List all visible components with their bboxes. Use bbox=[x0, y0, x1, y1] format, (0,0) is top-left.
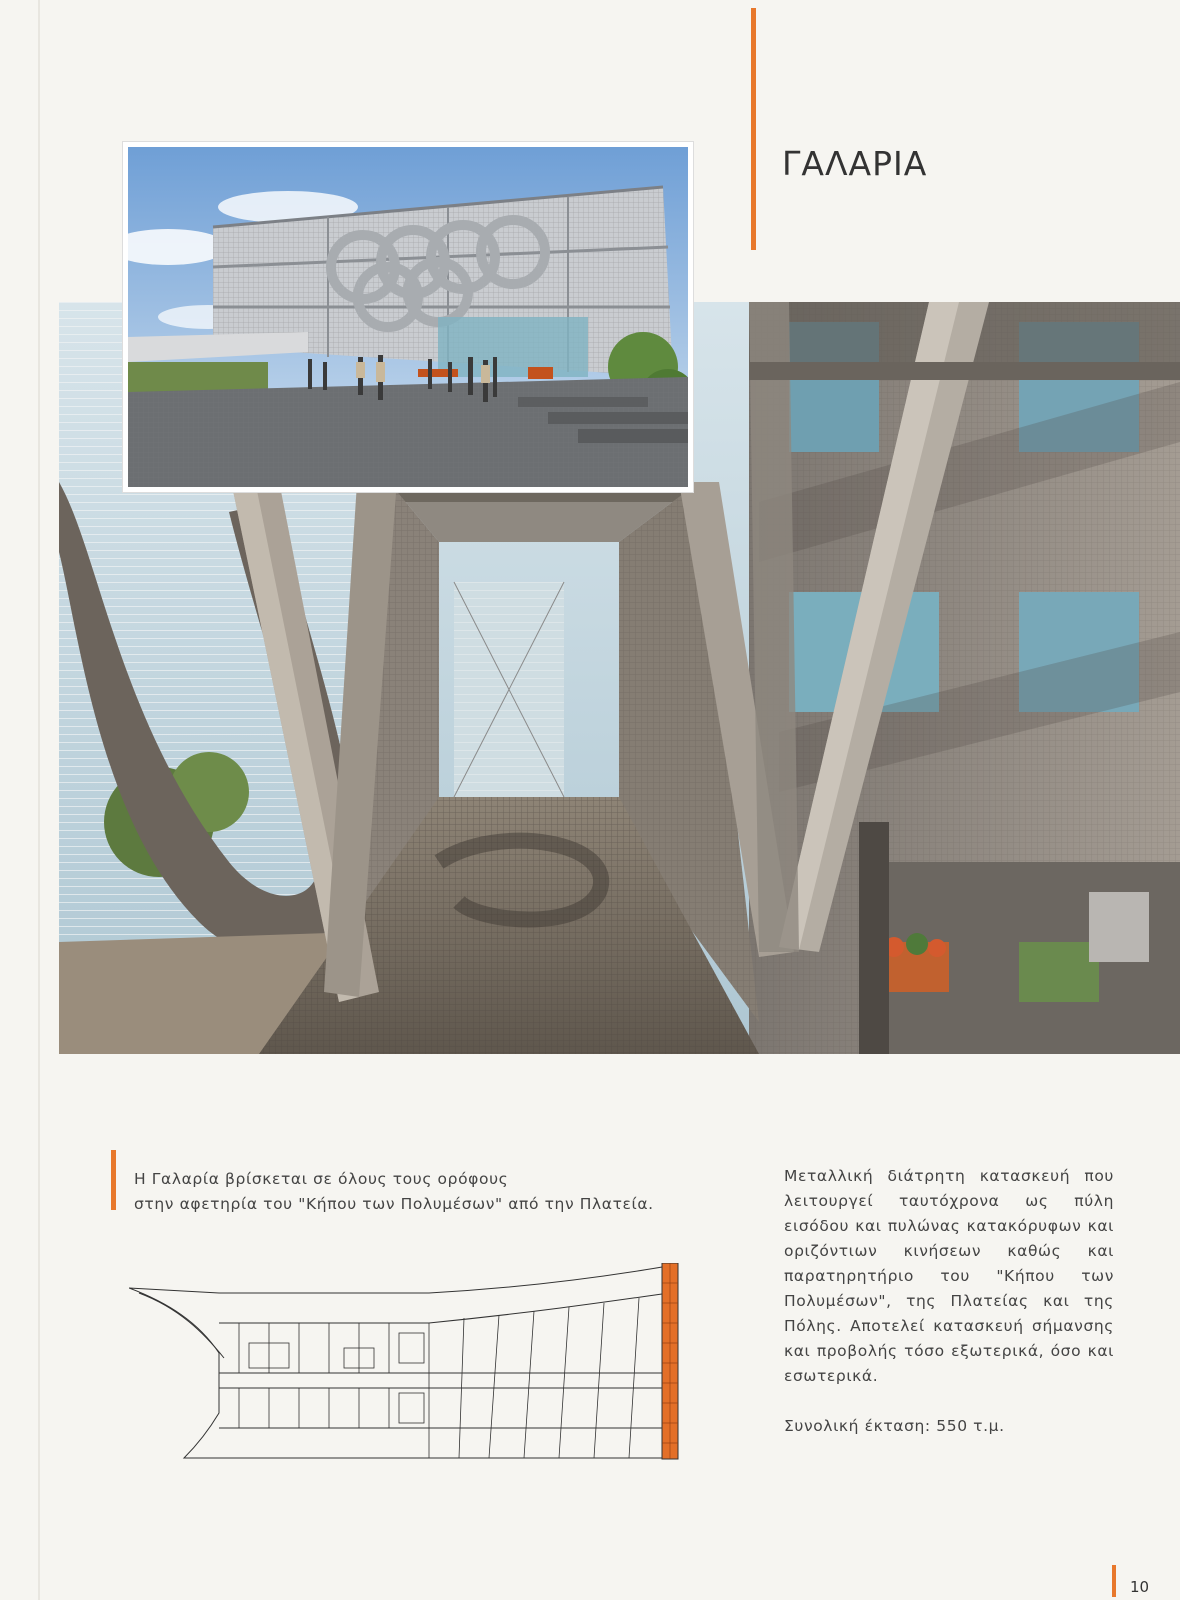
caption-line-1: Η Γαλαρία βρίσκεται σε όλους τους ορόφους bbox=[134, 1170, 509, 1188]
caption bbox=[134, 1167, 714, 1217]
caption-accent-bar bbox=[111, 1150, 116, 1210]
exterior-rendering-inset bbox=[123, 142, 693, 492]
page-edge bbox=[38, 0, 40, 1600]
caption-line-2: στην αφετηρία του "Κήπου των Πολυμέσων" από την Πλατεία. bbox=[134, 1195, 654, 1213]
description: Μεταλλική διάτρητη κατασκευή που λειτουργεί ταυτόχρονα ως πύλη εισόδου και πυλώνας κατακόρυφων και οριζόντιων κινήσεων καθώς και παρατηρητήριο του "Κήπου των Πολυμέσων", της Πλατείας και της Πόλης. Αποτελεί κατασκευή σήμανσης και προβολής τόσο εξωτερικά, όσο και εσωτερικά. bbox=[784, 1167, 1114, 1385]
page-number: 10 bbox=[1130, 1578, 1150, 1596]
floor-plan-drawing bbox=[129, 1263, 689, 1463]
section-title: ΓΑΛΑΡΙΑ bbox=[782, 144, 928, 183]
page-number-bar bbox=[1112, 1565, 1116, 1597]
title-accent-bar bbox=[751, 8, 756, 250]
total-area: Συνολική έκταση: 550 τ.μ. bbox=[784, 1417, 1005, 1435]
